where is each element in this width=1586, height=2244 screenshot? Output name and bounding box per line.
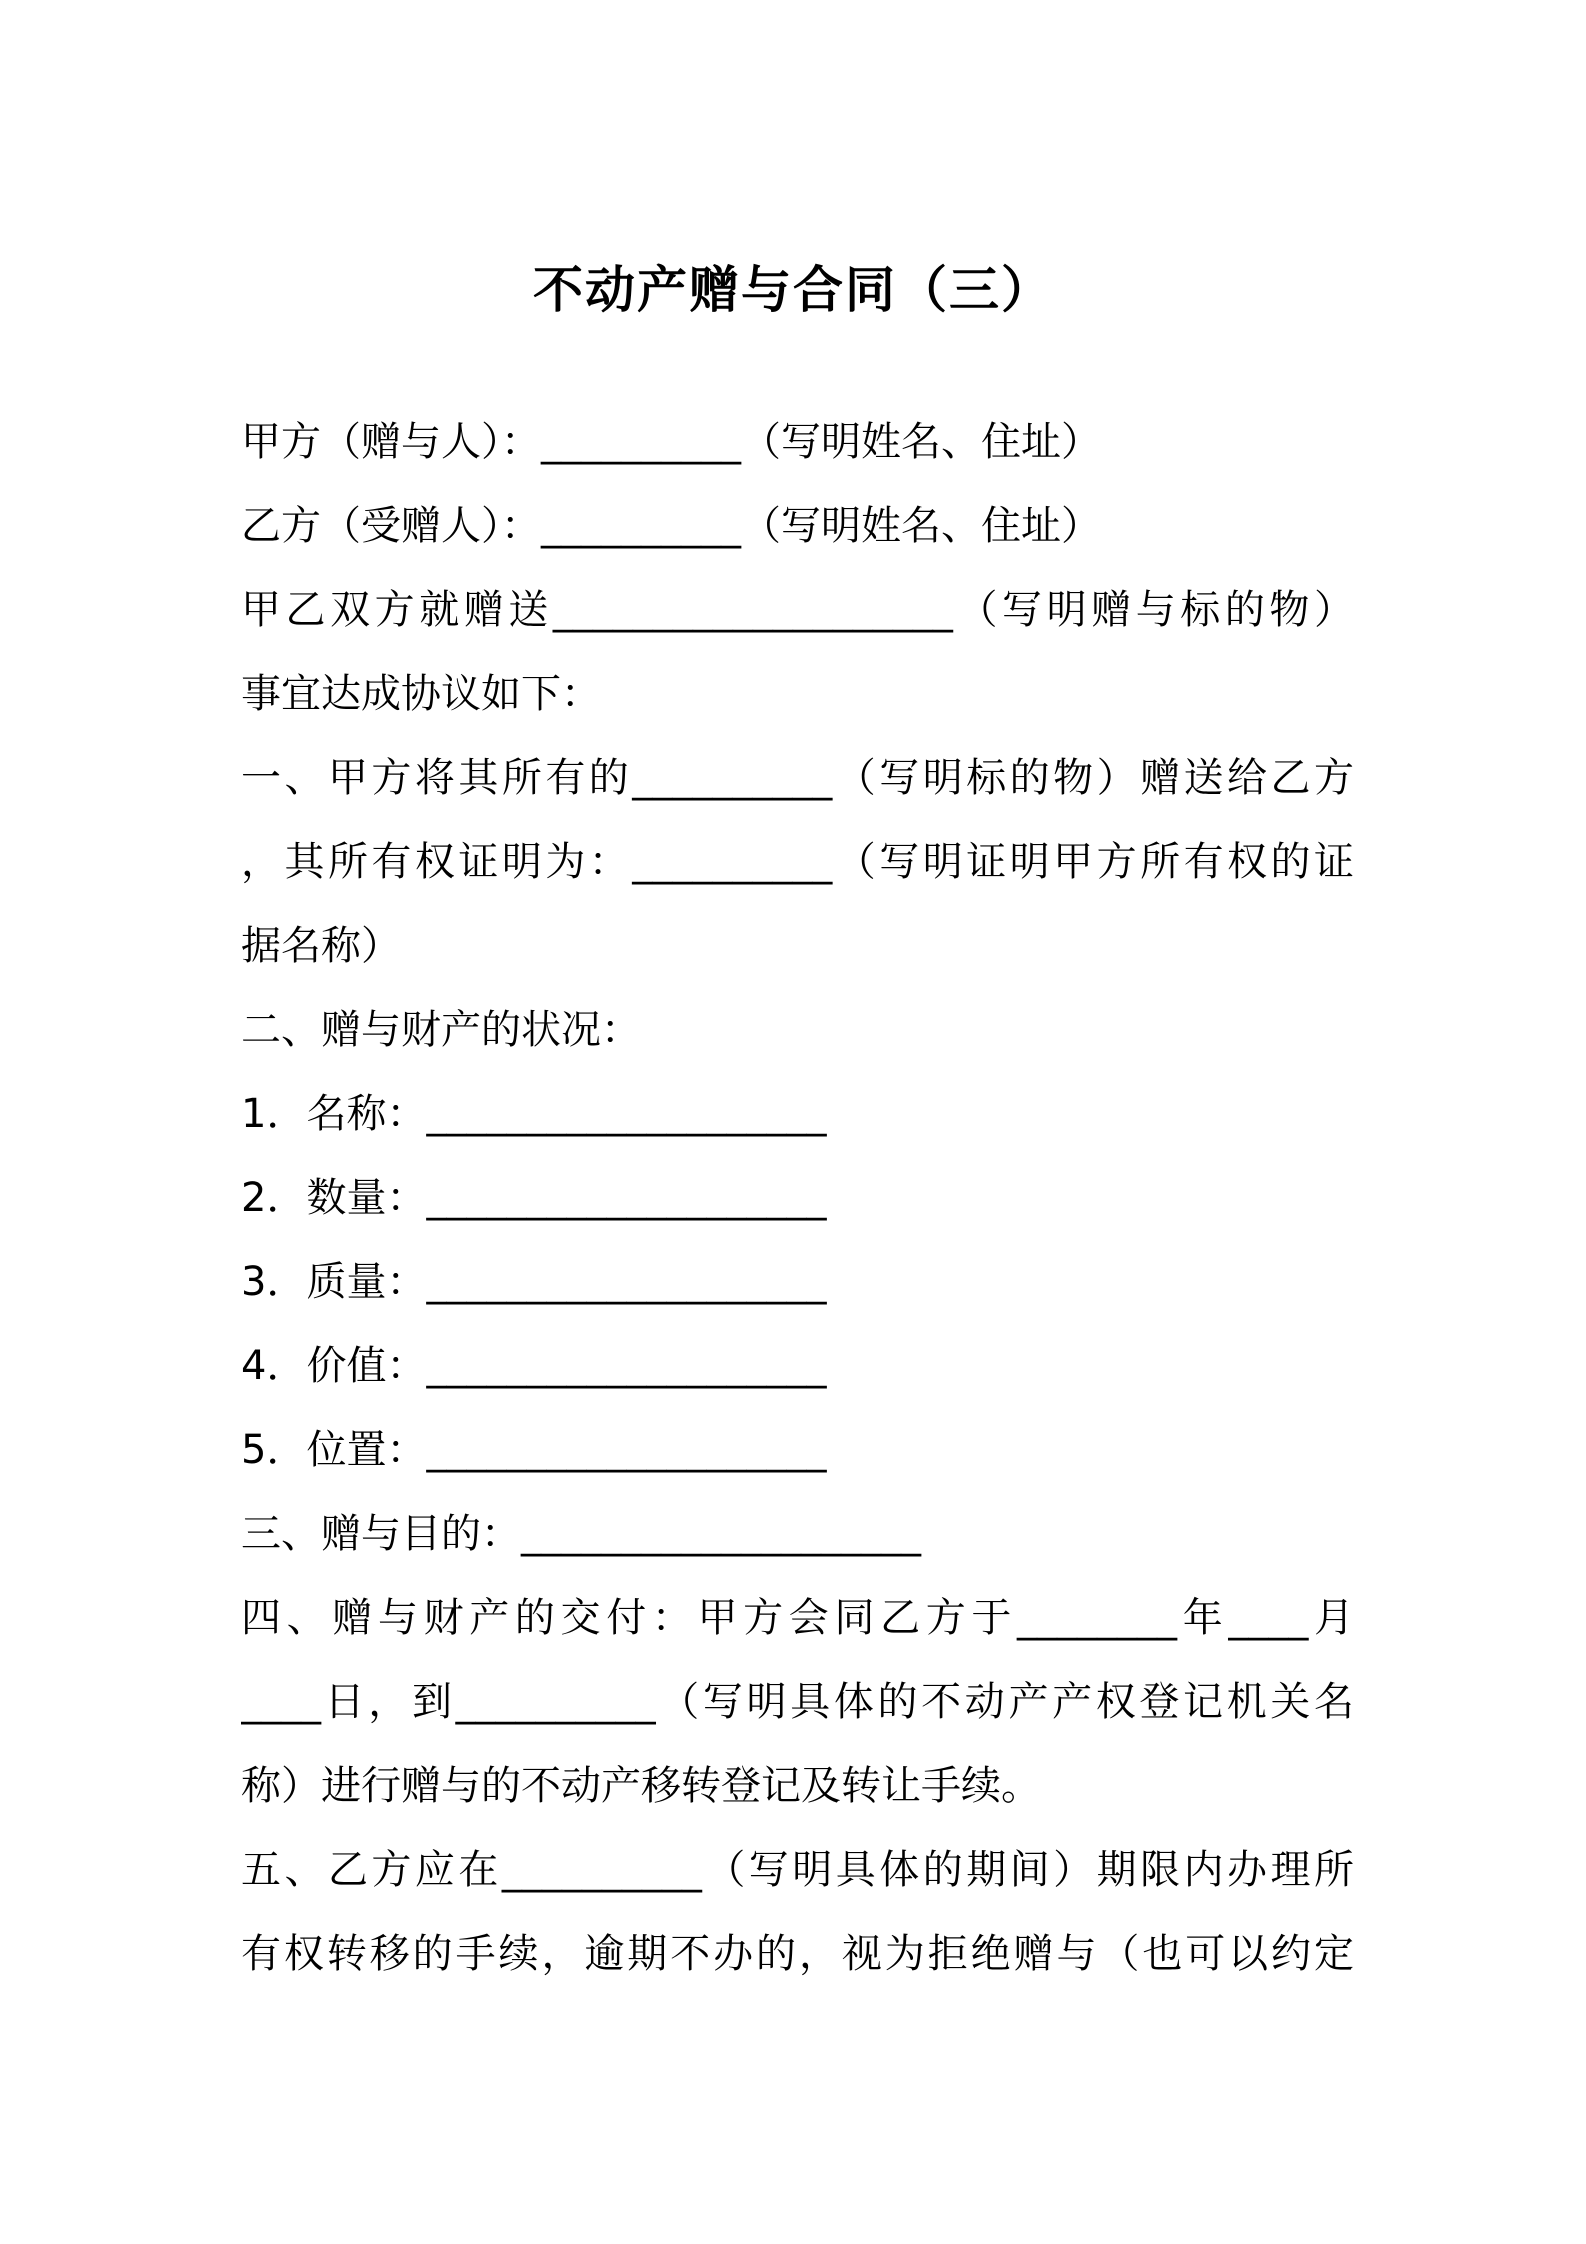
party-b-line: 乙方（受赠人）：__________（写明姓名、住址） [241,503,1101,549]
clause-2-heading: 二、赠与财产的状况： [241,1007,641,1053]
clause-4-line-2: ____日，到__________（写明具体的不动产产权登记机关名 [241,1679,1354,1725]
property-value-line: 4．价值：____________________ [241,1343,827,1389]
clause-5-line-1: 五、乙方应在__________（写明具体的期间）期限内办理所 [241,1847,1354,1893]
property-quality-line: 3．质量：____________________ [241,1259,827,1305]
clause-4-line-3: 称）进行赠与的不动产移转登记及转让手续。 [241,1763,1041,1809]
property-quantity-line: 2．数量：____________________ [241,1175,827,1221]
gift-subject-line: 甲乙双方就赠送____________________（写明赠与标的物） [241,587,1354,633]
property-name-line: 1．名称：____________________ [241,1091,827,1137]
clause-3-line: 三、赠与目的：____________________ [241,1511,921,1557]
contract-body [241,400,1354,1996]
property-location-line: 5．位置：____________________ [241,1427,827,1473]
clause-1-line-1: 一、甲方将其所有的__________（写明标的物）赠送给乙方 [241,755,1354,801]
agreement-intro-line: 事宜达成协议如下： [241,671,601,717]
clause-5-line-2: 有权转移的手续，逾期不办的，视为拒绝赠与（也可以约定 [241,1931,1354,1977]
party-a-line: 甲方（赠与人）：__________（写明姓名、住址） [241,419,1101,465]
clause-4-line-1: 四、赠与财产的交付：甲方会同乙方于________年____月 [241,1595,1354,1641]
clause-1-line-2: ，其所有权证明为：__________（写明证明甲方所有权的证 [241,839,1354,885]
document-title: 不动产赠与合同（三） [533,261,1053,319]
clause-1-line-3: 据名称） [241,923,401,969]
